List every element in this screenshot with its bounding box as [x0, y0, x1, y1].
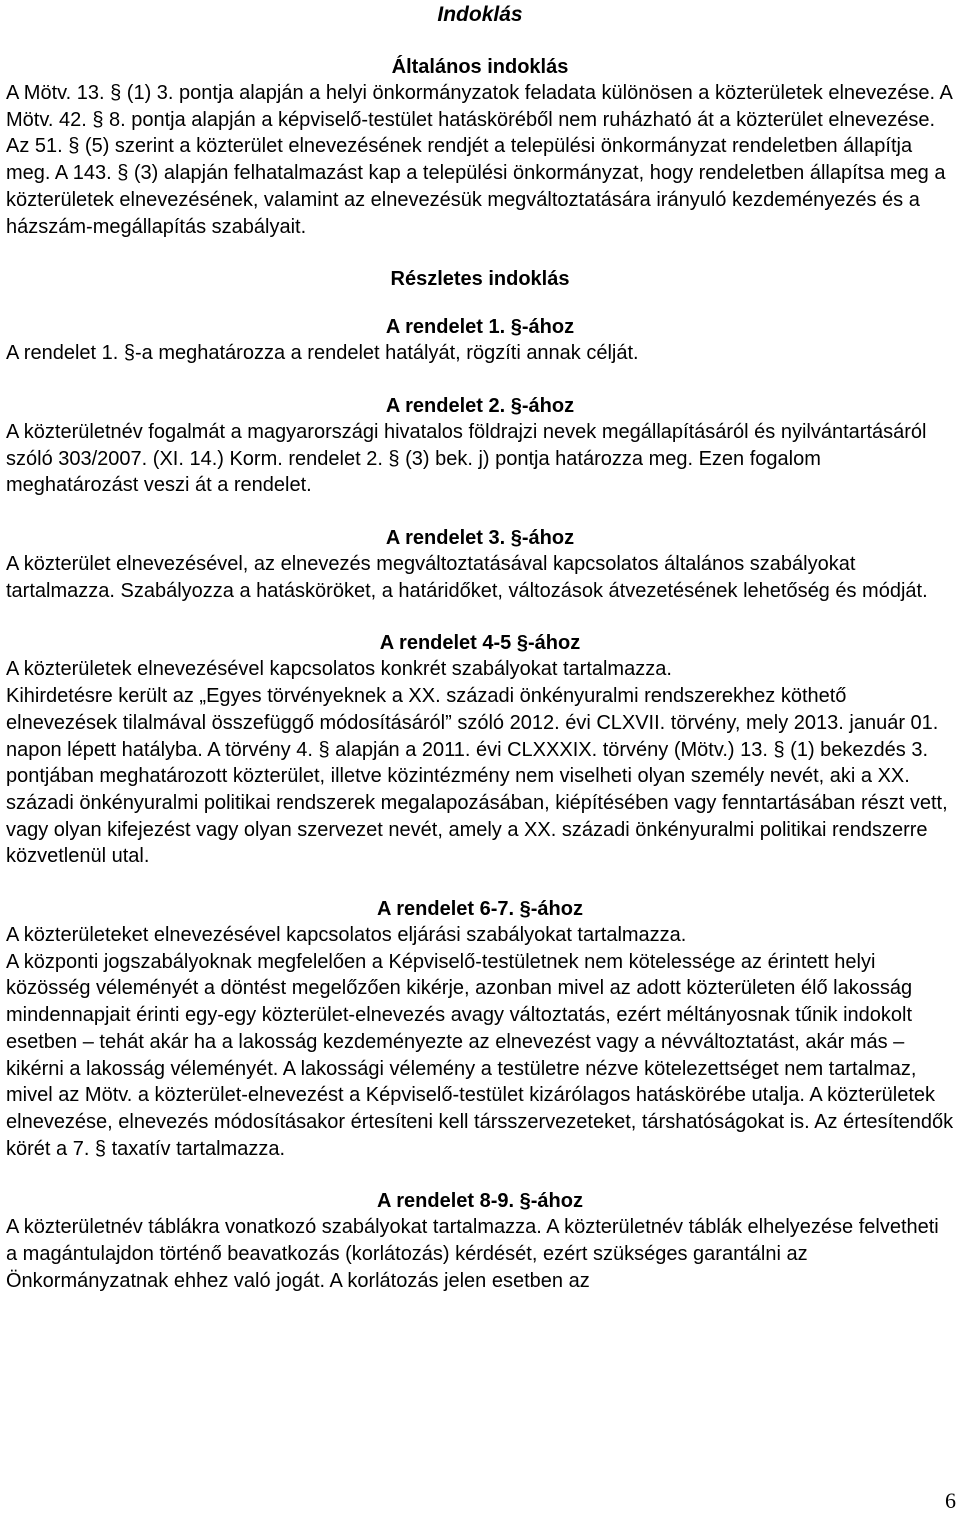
page-number: 6 [945, 1488, 956, 1513]
section-paragraph: A központi jogszabályoknak megfelelően a Képviselő-testületnek nem kötelessége az érintett helyi közösség véleményét a döntést megelőzően kikérje, azonban mivel az adott közterületen élő lakosság mindennapjait érinti egy-egy közterület-elnevezés avagy változtatás, ezért méltányosnak tűnik indokolt esetben – tehát akár ha a lakosság kezdeményezte az elnevezést vagy a névváltoztatást, akár más – kikérni a lakosság véleményét. A lakossági vélemény a testületre nézve kötelezettséget nem tartalmaz, mivel az Mötv. a közterület-elnevezést a Képviselő-testület kizárólagos hatáskörébe utalja. A közterületek elnevezése, elnevezés módosításakor értesíteni kell társszervezeteket, társhatóságokat is. Az értesítendők körét a 7. § taxatív tartalmazza. [6, 950, 954, 1160]
section-heading: A rendelet 1. §-ához [385, 316, 575, 339]
section-paragraph: A közterületeket elnevezésével kapcsolatos eljárási szabályokat tartalmazza. [6, 924, 687, 947]
section-paragraph: A közterület elnevezésével, az elnevezés megváltoztatásával kapcsolatos általános szabályokat tartalmazza. Szabályozza a hatásköröket, a határidőket, változások átvezetésének lehetőség és módját. [6, 553, 928, 602]
section-paragraph: A közterületnév táblákra vonatkozó szabályokat tartalmazza. A közterületnév táblák elhelyezése felvetheti a magántulajdon történő beavatkozás (korlátozás) kérdését, ezért szükséges garantálni az Önkormányzatnak ehhez való jogát. A korlátozás jelen esetben az [6, 1216, 939, 1292]
detail-heading: Részletes indoklás [390, 268, 570, 291]
section-heading: A rendelet 3. §-ához [385, 527, 575, 550]
document-page [6, 0, 954, 1295]
section-4 [6, 630, 954, 870]
section-paragraph: A rendelet 1. §-a meghatározza a rendelet hatályát, rögzíti annak célját. [6, 342, 639, 365]
section-5 [6, 896, 954, 1162]
section-heading: A rendelet 4-5 §-ához [379, 632, 581, 655]
document-title: Indoklás [437, 3, 523, 26]
section-3 [6, 525, 954, 604]
section-heading: A rendelet 6-7. §-ához [377, 898, 583, 921]
general-paragraph: A Mötv. 13. § (1) 3. pontja alapján a helyi önkormányzatok feladata különösen a közterületek elnevezése. A Mötv. 42. § 8. pontja alapján a képviselő-testület hatásköréből nem ruházható át a közterület elnevezése. Az 51. § (5) szerint a közterület elnevezésének rendjét a települési önkormányzat rendeletben állapítja meg. A 143. § (3) alapján felhatalmazást kap a települési önkormányzat, hogy rendeletben állapítsa meg a közterületek elnevezésének, valamint az elnevezésük megváltoztatására irányuló kezdeményezés és a házszám-megállapítás szabályait. [6, 82, 952, 238]
section-heading: A rendelet 8-9. §-ához [377, 1190, 583, 1213]
general-heading: Általános indoklás [391, 56, 569, 78]
section-2 [6, 393, 954, 499]
section-paragraph: A közterületek elnevezésével kapcsolatos konkrét szabályokat tartalmazza. [6, 658, 672, 681]
section-1 [6, 314, 954, 367]
section-6 [6, 1188, 954, 1294]
section-heading: A rendelet 2. §-ához [385, 394, 575, 417]
section-paragraph: A közterületnév fogalmát a magyarországi hivatalos földrajzi nevek megállapításáról és nyilvántartásáról szóló 303/2007. (XI. 14.) Korm. rendelet 2. § (3) bek. j) pontja határozza meg. Ezen fogalom meghatározást veszi át a rendelet. [6, 420, 927, 497]
section-paragraph: Kihirdetésre került az „Egyes törvényeknek a XX. századi önkényuralmi rendszerekhez köthető elnevezések tilalmával összefüggő módosításáról” szóló 2012. évi CLXVII. törvény, mely 2013. január 01. napon lépett hatályba. A törvény 4. § alapján a 2011. évi CLXXXIX. törvény (Mötv.) 13. § (1) bekezdés 3. pontjában meghatározott közterület, illetve közintézmény nem viselheti olyan személy nevét, aki a XX. századi önkényuralmi politikai rendszerek megalapozásában, kiépítésében vagy fenntartásában részt vett, vagy olyan kifejezést vagy olyan szervezet nevét, amely a XX. századi önkényuralmi politikai rendszerre közvetlenül utal. [6, 685, 948, 868]
